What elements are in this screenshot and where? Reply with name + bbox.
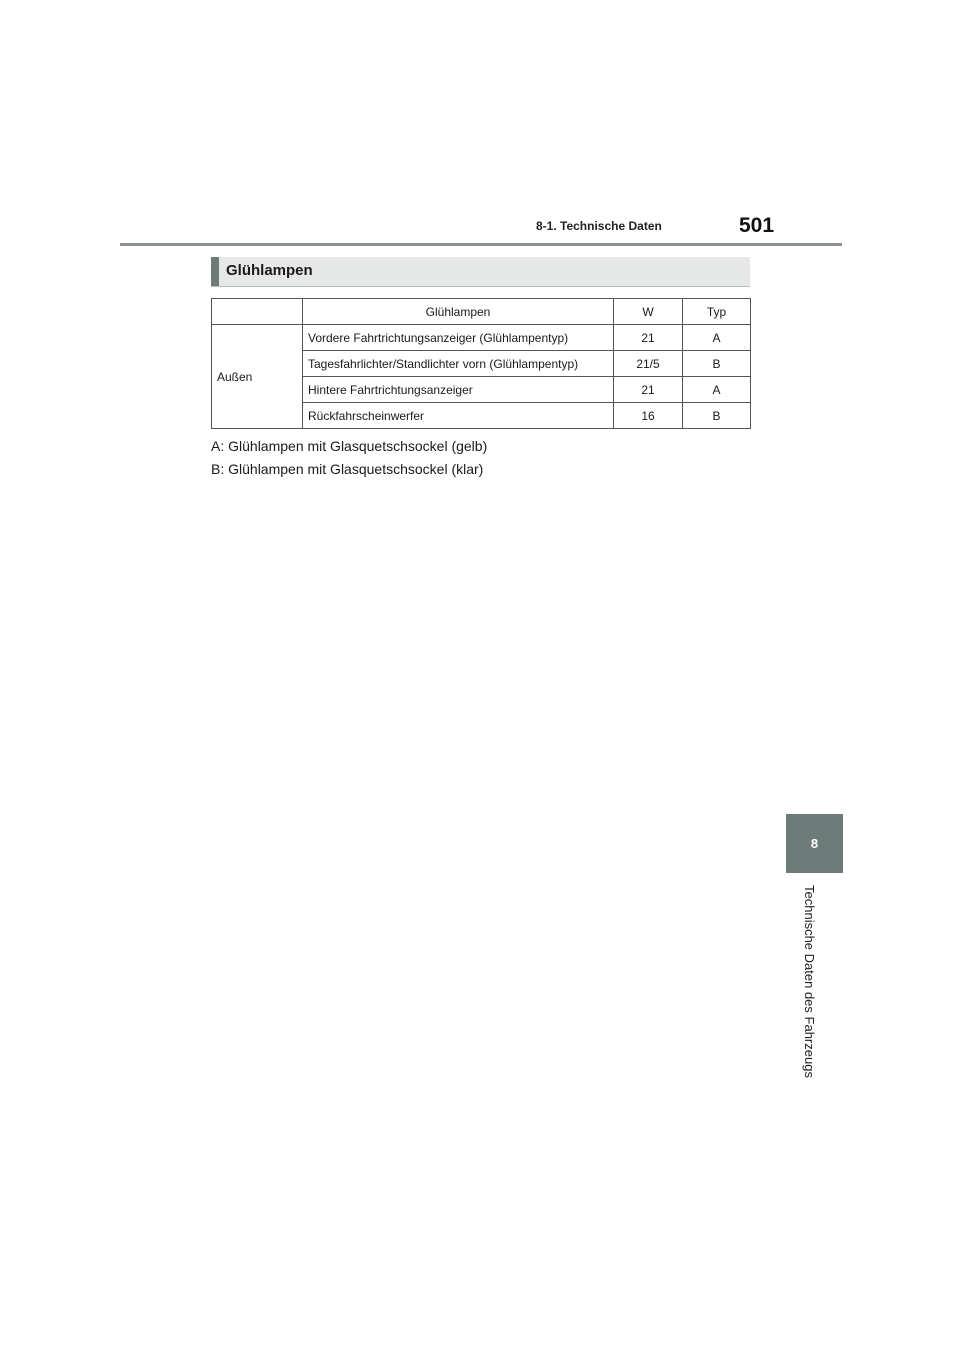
column-header-group <box>212 299 303 325</box>
bulb-name-cell: Rückfahrscheinwerfer <box>303 403 614 429</box>
section-heading: Glühlampen <box>226 262 313 279</box>
bulb-name-cell: Tagesfahrlichter/Standlichter vorn (Glühlampentyp) <box>303 351 614 377</box>
type-cell: B <box>683 403 751 429</box>
watts-cell: 16 <box>614 403 683 429</box>
table-header-row <box>212 299 751 325</box>
group-cell: Außen <box>212 325 303 429</box>
chapter-number: 8 <box>810 836 819 851</box>
bulb-table <box>211 298 751 429</box>
section-title: 8-1. Technische Daten <box>536 219 662 233</box>
note-type-a: A: Glühlampen mit Glasquetschsockel (gelb) <box>211 438 488 454</box>
legend-notes <box>211 435 487 481</box>
column-header-bulbs: Glühlampen <box>303 299 614 325</box>
watts-cell: 21 <box>614 325 683 351</box>
type-cell: A <box>683 377 751 403</box>
column-header-watts: W <box>614 299 683 325</box>
watts-cell: 21/5 <box>614 351 683 377</box>
section-heading-bar <box>211 257 750 287</box>
heading-accent-bar <box>211 257 219 286</box>
column-header-type: Typ <box>683 299 751 325</box>
header-divider <box>120 243 842 246</box>
table-row <box>212 325 751 351</box>
page-number: 501 <box>739 214 775 237</box>
watts-cell: 21 <box>614 377 683 403</box>
type-cell: A <box>683 325 751 351</box>
chapter-title: Technische Daten des Fahrzeugs <box>802 885 817 1078</box>
bulb-name-cell: Hintere Fahrtrichtungsanzeiger <box>303 377 614 403</box>
chapter-tab <box>786 814 843 873</box>
type-cell: B <box>683 351 751 377</box>
note-type-b: B: Glühlampen mit Glasquetschsockel (klar) <box>211 461 484 477</box>
bulb-name-cell: Vordere Fahrtrichtungsanzeiger (Glühlampentyp) <box>303 325 614 351</box>
